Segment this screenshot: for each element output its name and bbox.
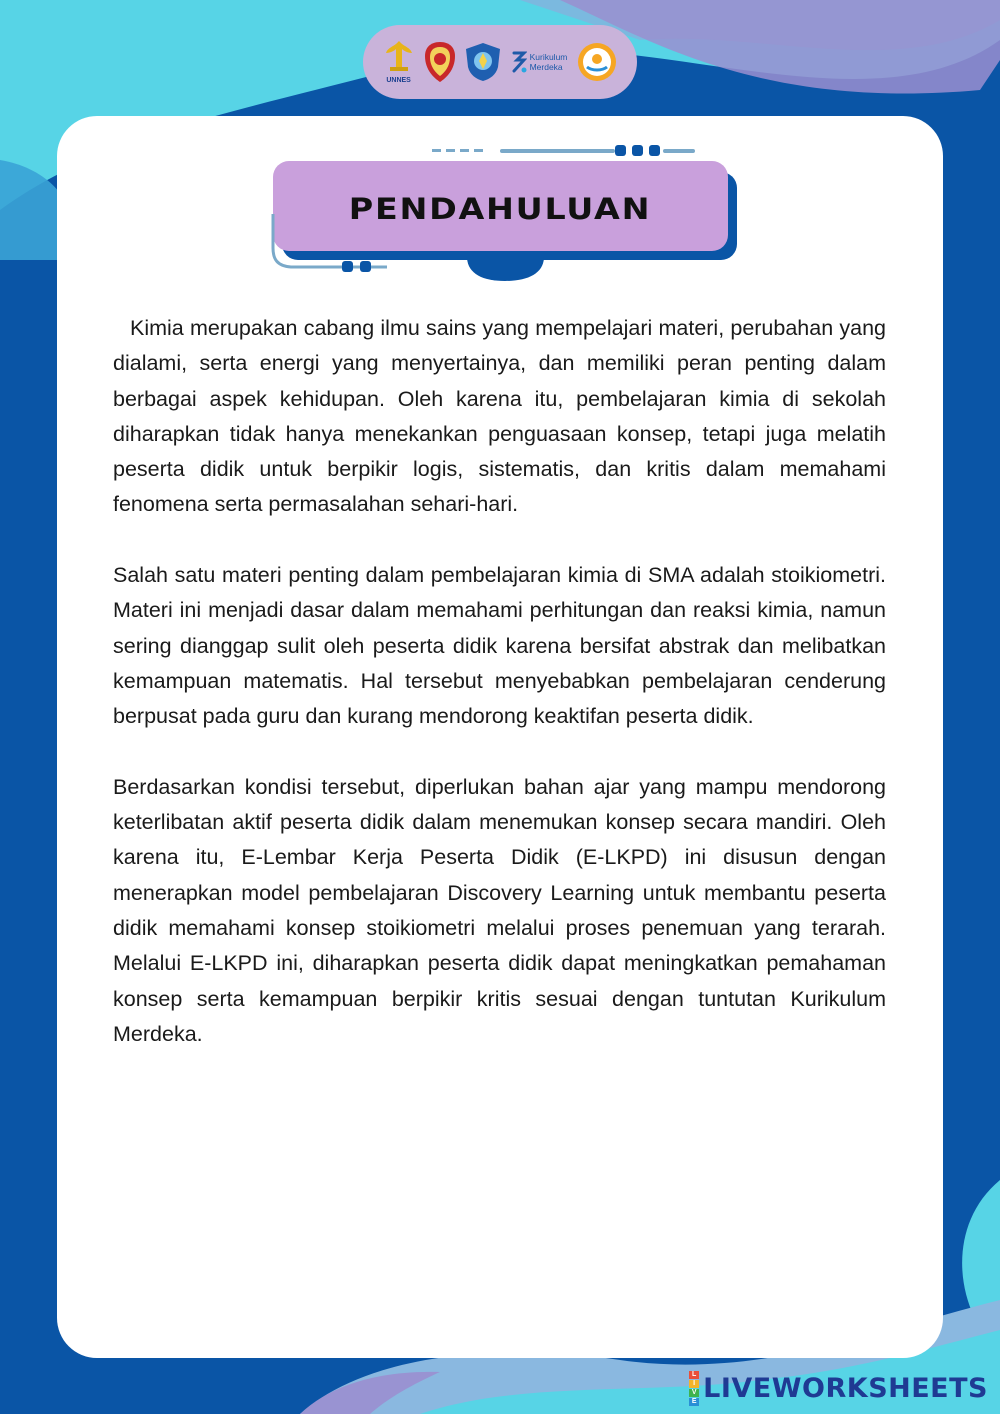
unnes-label: UNNES — [386, 77, 411, 84]
body-text — [113, 311, 886, 1088]
title-banner — [57, 116, 943, 296]
tut-wuri-handayani-icon — [464, 41, 502, 83]
logo-bar — [363, 25, 637, 99]
liveworksheets-label: LIVEWORKSHEETS — [703, 1373, 988, 1404]
paragraph-3: Berdasarkan kondisi tersebut, diperlukan bahan ajar yang mampu mendorong keterlibatan aktif peserta didik dalam menemukan konsep secara mandiri. Oleh karena itu, E-Lembar Kerja Peserta Didik (E-LKPD) ini disusun dengan menerapkan model pembelajaran Discovery Learning untuk membantu peserta didik memahami konsep stoikiometri melalui proses penemuan yang terarah. Melalui E-LKPD ini, diharapkan peserta didik dapat meningkatkan pemahaman konsep serta kemampuan berpikir kritis sesuai dengan tuntutan Kurikulum Merdeka. — [113, 774, 886, 1046]
unnes-logo-icon — [382, 39, 416, 85]
page-title: PENDAHULUAN — [348, 192, 652, 226]
liveworksheets-brand — [689, 1371, 988, 1406]
content-card — [57, 116, 943, 1358]
paragraph-2: Salah satu materi penting dalam pembelajaran kimia di SMA adalah stoikiometri. Materi ini menjadi dasar dalam memahami perhitungan dan reaksi kimia, namun sering dianggap sulit oleh peserta didik karena bersifat abstrak dan melibatkan kemampuan matematis. Hal tersebut menyebabkan pembelajaran cenderung berpusat pada guru dan kurang mendorong keaktifan peserta didik. — [113, 563, 886, 729]
paragraph-1: Kimia merupakan cabang ilmu sains yang mempelajari materi, perubahan yang dialami, serta energi yang menyertainya, dan memiliki peran penting dalam berbagai aspek kehidupan. Oleh karena itu, pembelajaran kimia di sekolah diharapkan tidak hanya menekankan penguasaan konsep, tetapi juga melatih peserta didik untuk berpikir logis, sistematis, dan kritis dalam memahami fenomena serta permasalahan sehari-hari. — [113, 316, 886, 517]
kurikulum-merdeka-icon — [511, 50, 568, 74]
liveworksheets-badge-icon: L I V E — [689, 1371, 699, 1406]
kurikulum-label: Kurikulum — [529, 52, 568, 62]
school-crest-icon — [422, 40, 458, 84]
pelajar-pancasila-icon — [576, 41, 618, 83]
merdeka-label: Merdeka — [529, 62, 563, 72]
